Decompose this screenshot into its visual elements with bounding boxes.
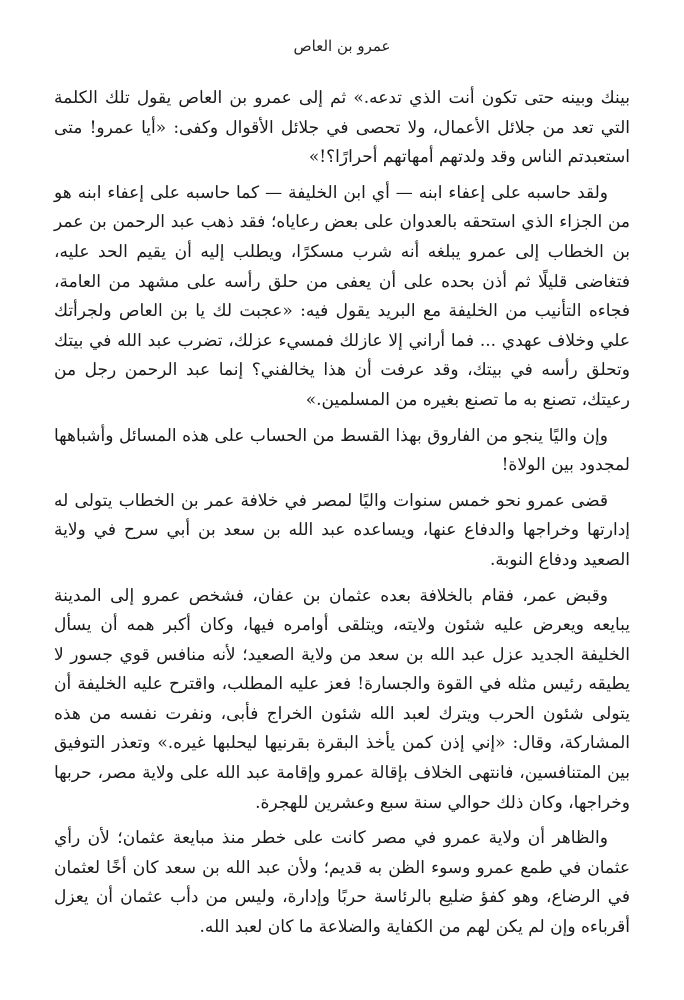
- paragraph: وإن واليًا ينجو من الفاروق بهذا القسط من الحساب على هذه المسائل وأشباهها لمجدود بين الولاة!: [54, 425, 630, 476]
- paragraph: والظاهر أن ولاية عمرو في مصر كانت على خطر منذ مبايعة عثمان؛ لأن رأي عثمان في طمع عمرو وسوء الظن به قديم؛ ولأن عبد الله بن سعد كان أخًا لعثمان في الرضاع، وهو كفؤ ضليع بالرئاسة حربًا وإدارة، وليس من دأب عثمان أن يعزل أقرباءه وإن لم يكن لهم من الكفاية والضلاعة ما كان لعبد الله.: [54, 828, 630, 938]
- body-text: [54, 84, 630, 943]
- paragraph: بينك وبينه حتى تكون أنت الذي تدعه.» ثم إلى عمرو بن العاص يقول تلك الكلمة التي تعد من جلائل الأعمال، ولا تحصى في جلائل الأقوال وكفى: «أيا عمرو! متى استعبدتم الناس وقد ولدتهم أمهاتهم أحرارًا؟!»: [54, 88, 630, 168]
- running-title: عمرو بن العاص: [293, 37, 391, 55]
- paragraph: قضى عمرو نحو خمس سنوات واليًا لمصر في خلافة عمر بن الخطاب يتولى له إدارتها وخراجها والدفاع عنها، ويساعده عبد الله بن سعد بن أبي سرح في ولاية الصعيد ودفاع النوبة.: [54, 490, 630, 570]
- paragraph: ولقد حاسبه على إعفاء ابنه — أي ابن الخليفة — كما حاسبه على إعفاء ابنه هو من الجزاء الذي استحقه بالعدوان على بعض رعاياه؛ فقد ذهب عبد الرحمن بن عمر بن الخطاب إلى عمرو يبلغه أنه شرب مسكرًا، ويطلب إليه أن يقيم الحد عليه، فتغاضى قليلًا ثم أذن بحده على أن يعفى من حلق رأسه على مشهد من العامة، فجاءه التأنيب من الخليفة مع البريد يقول فيه: «عجبت لك يا بن العاص ولجرأتك علي وخلاف عهدي ... فما أراني إلا عازلك فمسيء عزلك، تضرب عبد الله في بيتك وتحلق رأسه في بيتك، وقد عرفت أن هذا يخالفني؟ إنما عبد الرحمن رجل من رعيتك، تصنع به ما تصنع بغيره من المسلمين.»: [54, 182, 630, 410]
- paragraph: وقبض عمر، فقام بالخلافة بعده عثمان بن عفان، فشخص عمرو إلى المدينة يبايعه ويعرض عليه شئون ولايته، ويتلقى أوامره فيها، وكان أكبر همه أن يسأل الخليفة الجديد عزل عبد الله بن سعد من ولاية الصعيد؛ لأنه منافس قوي جسور لا يطيقه رئيس مثله في القوة والجسارة! فعز عليه المطلب، واقترح عليه الخليفة أن يتولى شئون الحرب ويترك لعبد الله شئون الخراج فأبى، ونفرت نفسه من هذه المشاركة، وقال: «إني إذن كمن يأخذ البقرة بقرنيها ليحلبها غيره.» وتعذر التوفيق بين المتنافسين، فانتهى الخلاف بإقالة عمرو وإقامة عبد الله على ولاية مصر، حربها وخراجها، وكان ذلك حوالي سنة سبع وعشرين للهجرة.: [54, 585, 630, 813]
